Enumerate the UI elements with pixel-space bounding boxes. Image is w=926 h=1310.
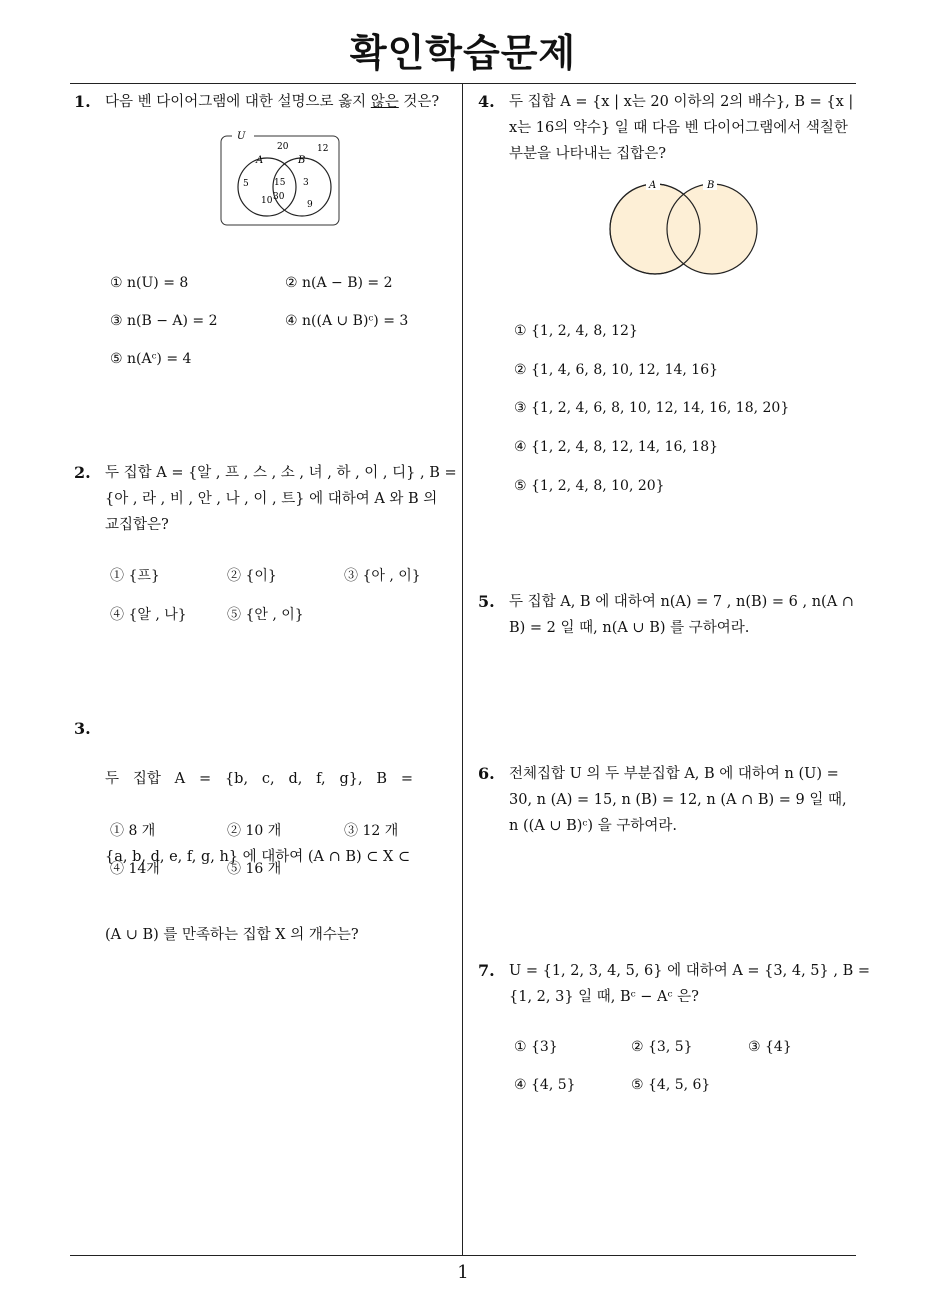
option-5[interactable]: ⑤ {1, 2, 4, 8, 10, 20} (514, 478, 665, 494)
header-rule (70, 83, 856, 84)
column-divider (462, 83, 463, 1255)
value-30: 30 (273, 192, 285, 202)
option-5[interactable]: ⑤ n(Aᶜ) = 4 (110, 351, 192, 367)
value-9: 9 (307, 200, 313, 210)
option-3[interactable]: ③ 12 개 (344, 823, 399, 839)
label-A: A (649, 180, 657, 191)
page-title: 확인학습문제 (349, 31, 577, 75)
question-number: 6. (478, 764, 495, 783)
question-text: U = {1, 2, 3, 4, 5, 6} 에 대하여 A = {3, 4, 5} , B = {1, 2, 3} 일 때, Bᶜ − Aᶜ 은? (509, 963, 870, 1005)
option-4[interactable]: ④ n((A ∪ B)ᶜ) = 3 (285, 313, 409, 329)
question-number: 1. (74, 92, 91, 111)
value-5: 5 (243, 179, 249, 189)
option-4[interactable]: ④ {1, 2, 4, 8, 12, 14, 16, 18} (514, 439, 719, 455)
question-text: 두 집합 A = {b, c, d, f, g}, B = {a, b, d, e, f, g, h} 에 대하여 (A ∩ B) ⊂ X ⊂ (A ∪ B) 를 만족하는 집합 X 의 개수는? (105, 771, 414, 943)
venn-diagram-q4 (604, 176, 764, 278)
question-number: 4. (478, 92, 495, 111)
venn-diagram-q1 (219, 128, 343, 228)
label-B: B (707, 180, 715, 191)
option-2[interactable]: ② {1, 4, 6, 8, 10, 12, 14, 16} (514, 362, 719, 378)
value-3: 3 (303, 178, 309, 188)
option-5[interactable]: ⑤ {안 , 이} (227, 607, 304, 623)
page-number: 1 (457, 1262, 469, 1283)
option-3[interactable]: ③ {1, 2, 4, 6, 8, 10, 12, 14, 16, 18, 20} (514, 400, 790, 416)
option-3[interactable]: ③ {아 , 이} (344, 568, 421, 584)
option-1[interactable]: ① {1, 2, 4, 8, 12} (514, 323, 638, 339)
label-U: U (237, 131, 246, 142)
option-1[interactable]: ① 8 개 (110, 823, 156, 839)
value-12: 12 (317, 144, 329, 154)
option-4[interactable]: ④ {알 , 나} (110, 607, 187, 623)
option-2[interactable]: ② 10 개 (227, 823, 282, 839)
option-2[interactable]: ② n(A − B) = 2 (285, 275, 393, 291)
option-2[interactable]: ② {이} (227, 568, 277, 584)
value-10: 10 (261, 196, 273, 206)
option-5[interactable]: ⑤ 16 개 (227, 861, 282, 877)
question-text: 두 집합 A, B 에 대하여 n(A) = 7 , n(B) = 6 , n(A ∩ B) = 2 일 때, n(A ∪ B) 를 구하여라. (509, 594, 854, 636)
footer-rule (70, 1255, 856, 1256)
option-2[interactable]: ② {3, 5} (631, 1039, 693, 1055)
option-3[interactable]: ③ n(B − A) = 2 (110, 313, 218, 329)
option-1[interactable]: ① {프} (110, 568, 160, 584)
option-3[interactable]: ③ {4} (748, 1039, 792, 1055)
option-1[interactable]: ① n(U) = 8 (110, 275, 189, 291)
option-4[interactable]: ④ {4, 5} (514, 1077, 576, 1093)
option-4[interactable]: ④ 14개 (110, 861, 160, 877)
label-A: A (256, 155, 264, 166)
label-B: B (298, 155, 306, 166)
option-5[interactable]: ⑤ {4, 5, 6} (631, 1077, 711, 1093)
question-text: 전체집합 U 의 두 부분집합 A, B 에 대하여 n (U) = 30, n (A) = 15, n (B) = 12, n (A ∩ B) = 9 일 때, n ((A ∪ B)ᶜ) 을 구하여라. (509, 766, 847, 834)
question-number: 7. (478, 961, 495, 980)
value-15: 15 (274, 178, 286, 188)
question-number: 5. (478, 592, 495, 611)
question-number: 3. (74, 719, 91, 738)
option-1[interactable]: ① {3} (514, 1039, 558, 1055)
question-number: 2. (74, 463, 91, 482)
question-text: 두 집합 A = {알 , 프 , 스 , 소 , 녀 , 하 , 이 , 디} , B = {아 , 라 , 비 , 안 , 나 , 이 , 트} 에 대하여 A 와 B 의 교집합은? (105, 465, 457, 533)
question-text: 다음 벤 다이어그램에 대한 설명으로 옳지 않은 것은? (105, 94, 440, 110)
question-text: 두 집합 A = {x | x는 20 이하의 2의 배수}, B = {x | x는 16의 약수} 일 때 다음 벤 다이어그램에서 색칠한 부분을 나타내는 집합은? (509, 94, 854, 162)
value-20: 20 (277, 142, 289, 152)
